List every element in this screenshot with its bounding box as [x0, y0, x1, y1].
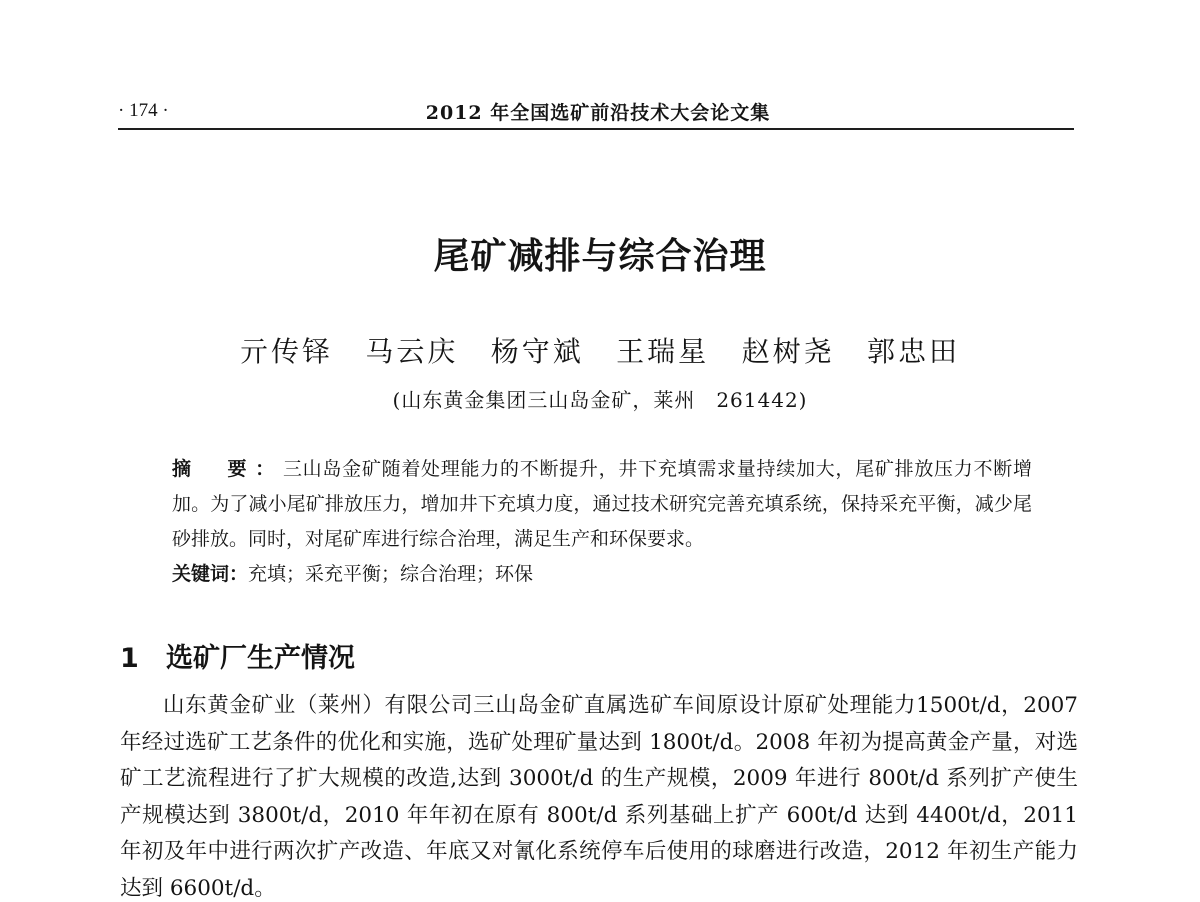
author-name: 亓传铎 [240, 335, 334, 368]
section-number: 1 [120, 643, 139, 674]
author-name: 王瑞星 [616, 335, 710, 368]
abstract [172, 452, 1032, 557]
page-number: · 174 · [118, 100, 169, 121]
abstract-text: 三山岛金矿随着处理能力的不断提升，井下充填需求量持续加大，尾矿排放压力不断增加。为了减小尾矿排放压力，增加井下充填力度，通过技术研究完善充填系统，保持采充平衡，减少尾砂排放。同时，对尾矿库进行综合治理，满足生产和环保要求。 [172, 458, 1032, 550]
keywords [172, 557, 1032, 592]
section-title: 选矿厂生产情况 [166, 643, 355, 674]
author-name: 杨守斌 [490, 335, 584, 368]
author-name: 郭忠田 [866, 335, 960, 368]
keywords-text: 充填；采充平衡；综合治理；环保 [248, 563, 534, 585]
author-name: 赵树尧 [741, 335, 835, 368]
paper-title: 尾矿减排与综合治理 [433, 235, 767, 277]
keywords-label: 关键词： [172, 563, 249, 585]
abstract-label: 摘 要： [172, 458, 283, 480]
author-list [240, 330, 960, 370]
header-rule [118, 128, 1074, 130]
section-heading [120, 636, 355, 675]
journal-title: 2012 年全国选矿前沿技术大会论文集 [425, 102, 771, 124]
author-affiliation: (山东黄金集团三山岛金矿，莱州 261442) [392, 388, 808, 412]
body-paragraph: 山东黄金矿业（莱州）有限公司三山岛金矿直属选矿车间原设计原矿处理能力1500t/d，2007 年经过选矿工艺条件的优化和实施，选矿处理矿量达到 1800t/d。2008 年初为提高黄金产量，对选矿工艺流程进行了扩大规模的改造,达到 3000t/d 的生产规模，2009 年进行 800t/d 系列扩产使生产规模达到 3800t/d，2010 年年初在原有 800t/d 系列基础上扩产 600t/d 达到 4400t/d，2011 年初及年中进行两次扩产改造、年底又对氰化系统停车后使用的球磨进行改造，2012 年初生产能力达到 6600t/d。 [120, 693, 1078, 901]
author-name: 马云庆 [365, 335, 459, 368]
running-header [118, 96, 1074, 130]
